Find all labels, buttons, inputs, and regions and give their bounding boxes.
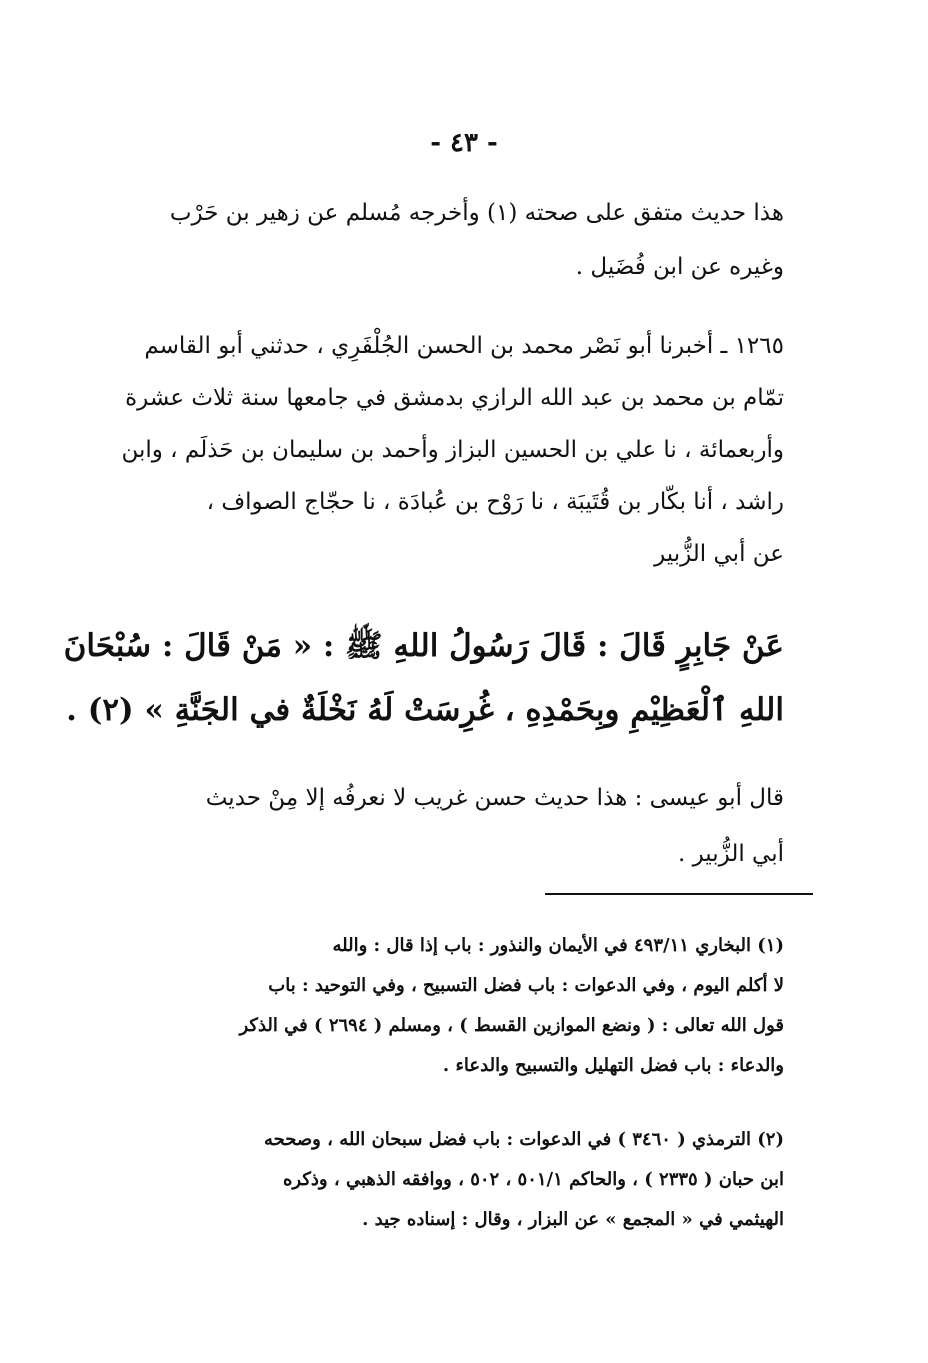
footnote-line: (٢) الترمذي ( ٣٤٦٠ ) في الدعوات : باب فضل سبحان الله ، وصححه	[264, 1129, 784, 1150]
footnote-line: لا أكلم اليوم ، وفي الدعوات : باب فضل التسبيح ، وفي التوحيد : باب	[268, 975, 784, 996]
footnote-2	[152, 1120, 784, 1240]
footnote-line: والدعاء : باب فضل التهليل والتسبيح والدعاء .	[442, 1055, 784, 1076]
text-line: قال أبو عيسى : هذا حديث حسن غريب لا نعرفُه إلا مِنْ حديث	[205, 785, 784, 811]
text-line: ١٢٦٥ ـ أخبرنا أبو نَصْر محمد بن الحسن الجُلْفَرِي ، حدثني أبو القاسم	[144, 333, 784, 359]
footnote-line: ابن حبان ( ٢٣٣٥ ) ، والحاكم ٥٠١/١ ، ٥٠٢ ، ووافقه الذهبي ، وذكره	[282, 1169, 784, 1190]
text-line: عن أبي الزُّبير	[654, 541, 784, 567]
text-line: وغيره عن ابن فُضَيل .	[575, 254, 784, 280]
footnote-line: (١) البخاري ٤٩٣/١١ في الأيمان والنذور : باب إذا قال : والله	[332, 935, 784, 956]
paragraph-hadith-note	[152, 186, 784, 294]
footnote-line: الهيثمي في « المجمع » عن البزار ، وقال : إسناده جيد .	[362, 1209, 784, 1230]
text-line: راشد ، أنا بكّار بن قُتَيبَة ، نا رَوْح بن عُبادَة ، نا حجّاج الصواف ،	[206, 489, 784, 515]
text-line: عَنْ جَابِرٍ قَالَ : قَالَ رَسُولُ اللهِ ﷺ : « مَنْ قَالَ : سُبْحَانَ	[63, 628, 784, 664]
paragraph-isnad	[121, 320, 784, 580]
paragraph-grading	[152, 770, 784, 882]
text-line: أبي الزُّبير .	[677, 841, 784, 867]
footnote-1	[152, 926, 784, 1086]
text-line: تمّام بن محمد بن عبد الله الرازي بدمشق في جامعها سنة ثلاث عشرة	[125, 385, 784, 411]
footnote-divider	[545, 893, 813, 895]
text-line: هذا حديث متفق على صحته (١) وأخرجه مُسلم عن زهير بن حَرْب	[169, 200, 784, 226]
footnote-line: قول الله تعالى : ( ونضع الموازين القسط ) ، ومسلم ( ٢٦٩٤ ) في الذكر	[239, 1015, 784, 1036]
text-line: وأربعمائة ، نا علي بن الحسين البزاز وأحمد بن سليمان بن حَذلَم ، وابن	[121, 437, 784, 463]
paragraph-hadith-text	[63, 614, 784, 742]
text-line: اللهِ ٱلْعَظِيْمِ وبِحَمْدِهِ ، غُرِسَتْ لَهُ نَخْلَةٌ في الجَنَّةِ » (٢) .	[66, 692, 784, 728]
page-number: - ٤٣ -	[430, 128, 498, 158]
